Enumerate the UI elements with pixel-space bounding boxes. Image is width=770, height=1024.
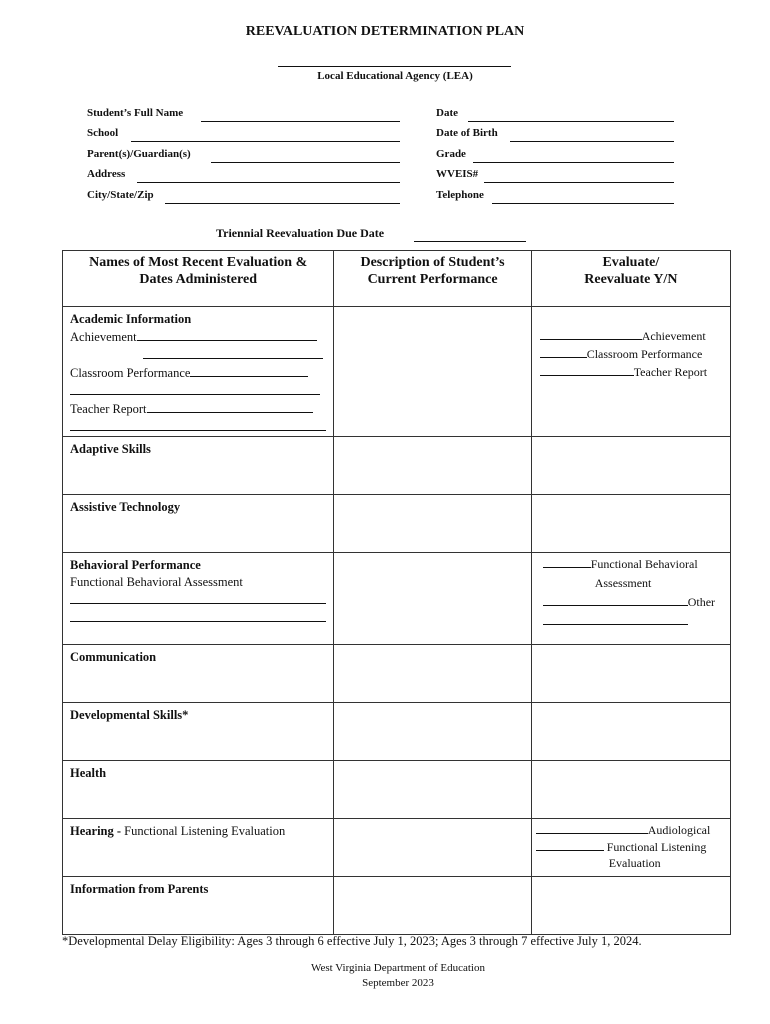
fba-field-2[interactable] [70, 609, 326, 622]
grade-field[interactable] [473, 161, 674, 163]
communication-title: Communication [70, 650, 157, 664]
evaluation-table [62, 250, 731, 935]
hearing-sub: Functional Listening Evaluation [124, 824, 286, 838]
parents-description[interactable] [334, 877, 531, 935]
dob-field[interactable] [510, 140, 674, 142]
footer-date: September 2023 [362, 977, 434, 989]
achievement-field[interactable] [137, 328, 317, 341]
lea-label: Local Educational Agency (LEA) [317, 70, 473, 82]
behavioral-title: Behavioral Performance [70, 558, 201, 572]
wveis-label: WVEIS# [436, 168, 479, 180]
fba-check-label-2: Assessment [594, 576, 652, 590]
teacher-report-label: Teacher Report [70, 402, 147, 416]
footnote: *Developmental Delay Eligibility: Ages 3 through 6 effective July 1, 2023; Ages 3 through 7 effective July 1, 2024. [62, 934, 642, 948]
city-state-zip-label: City/State/Zip [87, 189, 154, 201]
date-label: Date [436, 107, 458, 119]
parents-evaluate[interactable] [531, 877, 730, 935]
wveis-field[interactable] [484, 181, 674, 183]
lea-input-line[interactable] [278, 66, 511, 67]
guardians-field[interactable] [211, 161, 400, 163]
hearing-description[interactable] [334, 819, 531, 877]
classroom-performance-field[interactable] [190, 364, 308, 377]
hearing-title: Hearing - [70, 824, 125, 838]
academic-evaluate [531, 307, 730, 437]
telephone-field[interactable] [492, 202, 674, 204]
health-evaluate[interactable] [531, 761, 730, 819]
adaptive-title: Adaptive Skills [70, 442, 151, 456]
assistive-evaluate[interactable] [531, 495, 730, 553]
other-check[interactable] [543, 593, 688, 606]
footer-agency: West Virginia Department of Education [310, 962, 485, 974]
table-row [63, 437, 731, 495]
audiological-check-label: Audiological [647, 823, 711, 837]
adaptive-description[interactable] [334, 437, 531, 495]
school-label: School [87, 127, 119, 139]
teacher-report-field-2[interactable] [70, 418, 326, 431]
health-title: Health [70, 766, 107, 780]
communication-description[interactable] [334, 645, 531, 703]
other-check-label: Other [687, 595, 716, 609]
academic-cell [63, 307, 334, 437]
student-name-field[interactable] [201, 120, 400, 122]
developmental-evaluate[interactable] [531, 703, 730, 761]
school-field[interactable] [131, 140, 400, 142]
table-row [63, 307, 731, 437]
address-label: Address [87, 168, 126, 180]
behavioral-description[interactable] [334, 553, 531, 645]
fba-check[interactable] [543, 555, 591, 568]
classroom-performance-check[interactable] [540, 345, 587, 358]
fle-check-label: Functional Listening [606, 840, 707, 854]
fba-check-label: Functional Behavioral [590, 557, 698, 571]
classroom-performance-check-label: Classroom Performance [586, 347, 703, 361]
fle-check[interactable] [536, 838, 604, 851]
health-description[interactable] [334, 761, 531, 819]
student-name-label: Student’s Full Name [87, 107, 184, 119]
table-row [63, 495, 731, 553]
assistive-description[interactable] [334, 495, 531, 553]
guardians-label: Parent(s)/Guardian(s) [87, 148, 191, 160]
table-row [63, 645, 731, 703]
developmental-title: Developmental Skills* [70, 708, 189, 722]
table-row [63, 761, 731, 819]
academic-description[interactable] [334, 307, 531, 437]
telephone-label: Telephone [436, 189, 484, 201]
fba-label: Functional Behavioral Assessment [70, 575, 243, 589]
classroom-performance-label: Classroom Performance [70, 366, 191, 380]
date-field[interactable] [468, 120, 674, 122]
communication-evaluate[interactable] [531, 645, 730, 703]
form-title: REEVALUATION DETERMINATION PLAN [245, 24, 525, 39]
achievement-check-label: Achievement [641, 329, 706, 343]
triennial-due-label: Triennial Reevaluation Due Date [216, 226, 385, 240]
achievement-field-2[interactable] [143, 346, 323, 359]
table-row [63, 877, 731, 935]
fba-field[interactable] [70, 591, 326, 604]
city-state-zip-field[interactable] [165, 202, 400, 204]
table-row [63, 703, 731, 761]
achievement-label: Achievement [70, 330, 137, 344]
adaptive-evaluate[interactable] [531, 437, 730, 495]
fle-check-label-2: Evaluation [608, 856, 661, 870]
teacher-report-field[interactable] [147, 400, 313, 413]
classroom-performance-field-2[interactable] [70, 382, 320, 395]
table-row [63, 553, 731, 645]
teacher-report-check-label: Teacher Report [633, 365, 708, 379]
other-field[interactable] [543, 612, 688, 625]
table-row [63, 819, 731, 877]
parents-title: Information from Parents [70, 882, 209, 896]
achievement-check[interactable] [540, 327, 642, 340]
developmental-description[interactable] [334, 703, 531, 761]
assistive-title: Assistive Technology [70, 500, 181, 514]
teacher-report-check[interactable] [540, 363, 634, 376]
header-evaluate: Evaluate/ Reevaluate Y/N [531, 251, 730, 307]
audiological-check[interactable] [536, 821, 648, 834]
academic-title: Academic Information [70, 312, 192, 326]
grade-label: Grade [436, 148, 466, 160]
triennial-due-field[interactable] [414, 240, 526, 242]
header-description: Description of Student’s Current Performance [334, 251, 531, 307]
dob-label: Date of Birth [436, 127, 498, 139]
header-evaluations: Names of Most Recent Evaluation & Dates Administered [63, 251, 334, 307]
address-field[interactable] [137, 181, 400, 183]
